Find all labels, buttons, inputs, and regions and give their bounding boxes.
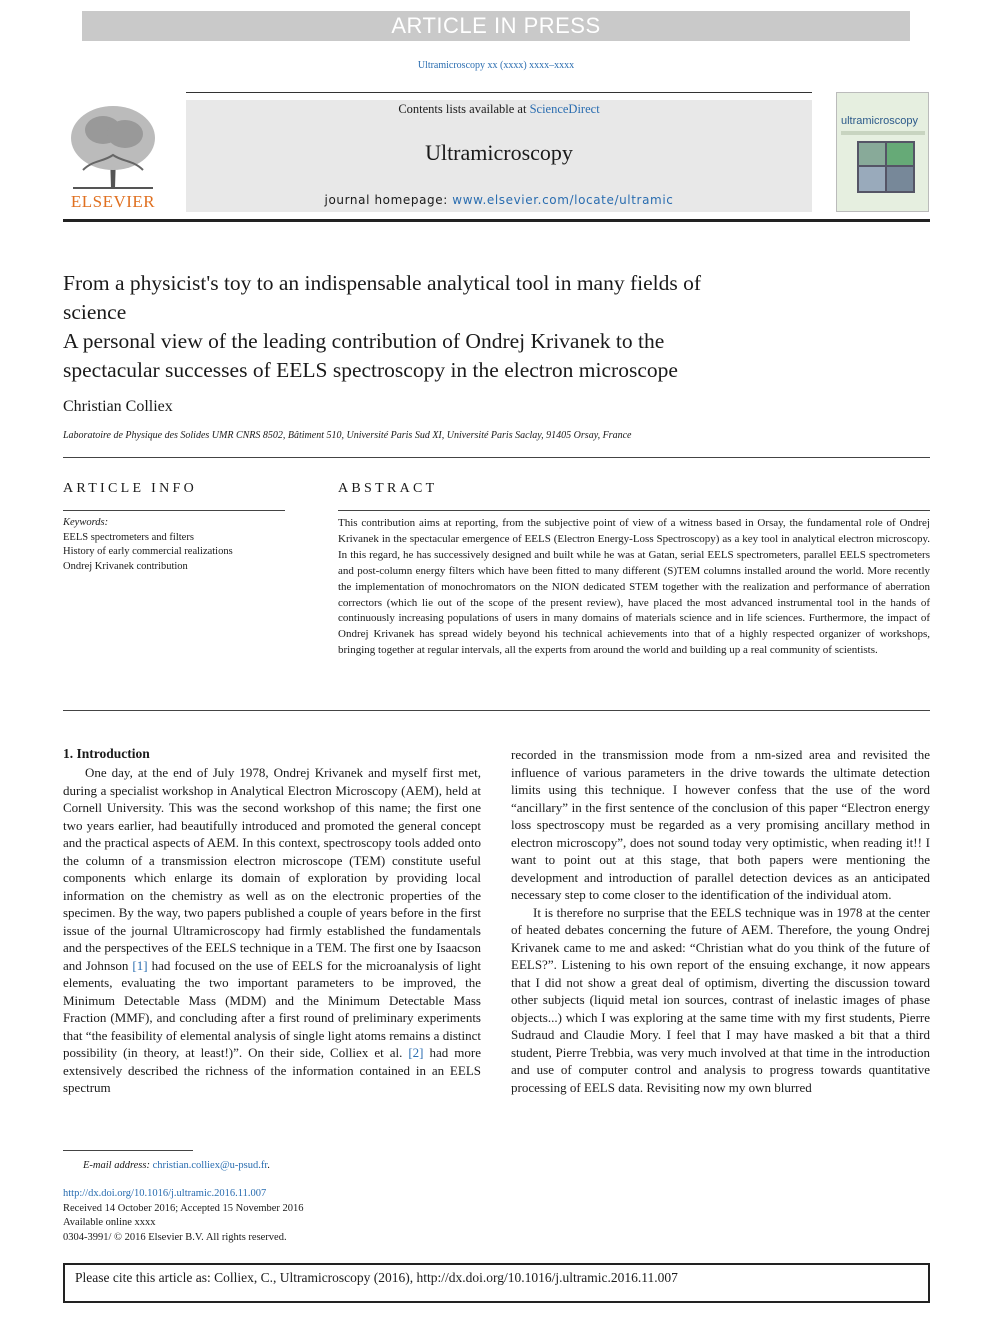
journal-reference-link[interactable]: Ultramicroscopy xx (xxxx) xxxx–xxxx: [417, 60, 575, 71]
doi-link[interactable]: http://dx.doi.org/10.1016/j.ultramic.2016.11.007: [63, 1188, 267, 1199]
available-online: Available online xxxx: [63, 1217, 156, 1229]
journal-cover-thumbnail: [836, 92, 929, 212]
header-divider: [186, 92, 812, 93]
contents-prefix: Contents lists available at: [398, 102, 530, 116]
body-rule: [63, 710, 930, 711]
email-footnote: [63, 1160, 270, 1171]
paragraph: [63, 764, 481, 1097]
paragraph-text: had focused on the use of EELS for the microanalysis of light elements, evaluating the two important parameters to be improved, the Minimum Detectable Mass (MDM) and the Minimum Detectable Mass Fraction (MMF), and concluding after a first round of preliminary experiments that “the feasibility of elemental analysis of single light atoms remains a distinct possibility (in theory, at least!)”. On their side, Colliex et al.: [63, 957, 481, 1060]
abstract-rule: [338, 510, 930, 511]
keyword-item: Ondrej Krivanek contribution: [63, 561, 188, 573]
footnote-rule: [63, 1150, 193, 1151]
reference-link[interactable]: [2]: [408, 1045, 424, 1060]
received-dates: Received 14 October 2016; Accepted 15 November 2016: [63, 1202, 304, 1214]
journal-homepage: [186, 193, 812, 207]
article-in-press-banner: ARTICLE IN PRESS: [82, 11, 910, 41]
keywords-label: Keywords:: [63, 517, 109, 528]
author-name: Christian Colliex: [63, 398, 173, 415]
homepage-prefix: journal homepage:: [324, 193, 453, 207]
keyword-item: History of early commercial realizations: [63, 546, 233, 558]
cover-title: ultramicroscopy: [841, 115, 919, 127]
article-title: [63, 269, 883, 385]
abstract-text: This contribution aims at reporting, from the subjective point of view of a witness based in Orsay, the fundamental role of Ondrej Krivanek in the spectacular emergence of EELS (Electron Energy-Loss Spectroscopy) as a key tool in analytical electron microscopy. In this regard, he has successively designed and built while he was at Gatan, serial EELS spectrometers, parallel EELS spectrometers and post-column energy filters which have been fitted to many different (S)TEM columns installed around the world. More recently the implementation of monochromators on the NION dedicated STEM together with the realization and performance of aberration correctors (which lie out of the scope of the present review), have placed the most advanced instrumental tool in the hands of continuously increasing populations of users in many domains of materials science and in life sciences. Furthermore, the impact of Ondrej Krivanek has spread widely beyond his technical achievements into that of a highly respected organizer of workshops, bringing together at regular intervals, all the experts from around the world and building up a real community of scientists.: [338, 517, 930, 657]
contents-line: [186, 102, 812, 117]
keyword-item: EELS spectrometers and filters: [63, 531, 194, 543]
title-line-2: science: [63, 300, 127, 324]
email-link[interactable]: christian.colliex@u-psud.fr: [152, 1160, 268, 1171]
keywords-block: [63, 516, 233, 575]
cover-image: [857, 141, 915, 193]
elsevier-wordmark: ELSEVIER: [70, 192, 156, 211]
paragraph-text: One day, at the end of July 1978, Ondrej Krivanek and myself first met, during a specialist workshop in Analytical Electron Microscopy (AEM), held at Cornell University. This was the second workshop of this name; the first one two years earlier, had beautifully introduced and promoted the general concept and the practical aspects of AEM. In this context, spectroscopy tools added onto the column of a transmission electron microscope (TEM) constitute useful components which enlarge its domain of exploration by providing local information on the chemistry as well as on the electronic properties of the specimen. By the way, two papers published a couple of years before in the first issue of the journal Ultramicroscopy had firmly established the fundamentals and the perspectives of the EELS technique in a TEM. The first one by Isaacson and Johnson: [63, 765, 481, 973]
journal-name: Ultramicroscopy: [425, 140, 573, 165]
copyright: 0304-3991/ © 2016 Elsevier B.V. All rights reserved.: [63, 1231, 287, 1243]
title-line-4: spectacular successes of EELS spectroscopy in the electron microscope: [63, 358, 678, 382]
paragraph: recorded in the transmission mode from a nm-sized area and revisited the influence of various parameters in the drive towards the ultimate detection limits using this technique. I however confess that the use of the word “ancillary” in the first sentence of the conclusion of this paper “Electron energy loss spectroscopy must be regarded as a very promising ancillary method in electron microscopy”, does not sound today very optimistic, when reading it!! I want to point out at this stage, that both papers were mentioning the development and introduction of parallel detection devices as an anticipated necessary step to come closer to the identification of the individual atom.: [511, 747, 930, 902]
left-column: [63, 764, 481, 1097]
publication-info: [63, 1187, 304, 1245]
homepage-link[interactable]: www.elsevier.com/locate/ultramic: [452, 193, 674, 207]
title-line-1: From a physicist's toy to an indispensable analytical tool in many fields of: [63, 271, 702, 295]
email-tail: .: [267, 1160, 270, 1171]
paragraph: It is therefore no surprise that the EELS technique was in 1978 at the center of heated debates concerning the future of AEM. Therefore, the young Ondrej Krivanek came to me and asked: “Christian what do you think of the future of EELS?”. Listening to his own report of the ensuing exchange, it now appears that I did not show a great deal of optimism, diverting the discussion toward other subjects (liquid metal ion sources, contrast of inelastic images of phase objects...) which I was exploring at the same time with my first students, Pierre Sudraud and Claudie Mory. I feel that I may have masked a bit that a third student, Pierre Trebbia, was very much involved at that time in the introduction and use of computer control and analysis to progress towards quantitative processing of EELS data. Revisiting now my own blurred: [511, 904, 930, 1095]
reference-link[interactable]: [1]: [132, 957, 148, 973]
title-line-3: A personal view of the leading contribution of Ondrej Krivanek to the: [63, 329, 665, 353]
citation-box: Please cite this article as: Colliex, C., Ultramicroscopy (2016), http://dx.doi.org/10.1016/j.ultramic.2016.11.007: [63, 1263, 930, 1303]
right-column: [511, 746, 930, 1096]
header-rule: [63, 219, 930, 222]
email-label: E-mail address:: [83, 1160, 153, 1171]
paragraph-text: had more extensively described the richness of the information contained in an EELS spectrum: [63, 1045, 482, 1095]
section-rule: [63, 457, 930, 458]
sciencedirect-link[interactable]: ScienceDirect: [529, 102, 600, 116]
abstract-heading: ABSTRACT: [338, 481, 438, 496]
author-affiliation: Laboratoire de Physique des Solides UMR CNRS 8502, Bâtiment 510, Université Paris Sud XI, Université Paris Saclay, 91405 Orsay, France: [63, 430, 632, 441]
article-info-rule: [63, 510, 285, 511]
article-info-heading: ARTICLE INFO: [63, 481, 198, 496]
section-heading: 1. Introduction: [63, 746, 150, 761]
